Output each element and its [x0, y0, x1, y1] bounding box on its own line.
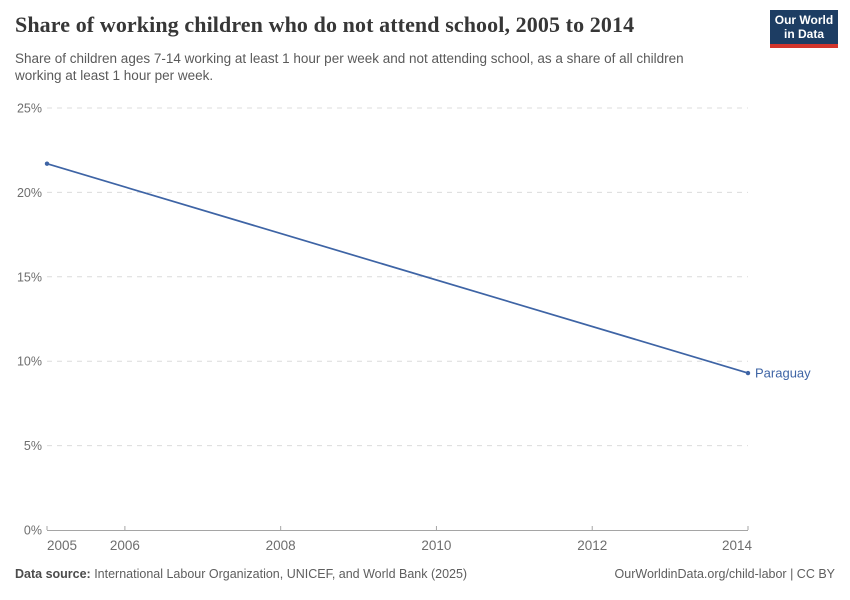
logo-text-line2: in Data	[783, 27, 824, 41]
data-point-marker[interactable]	[45, 162, 49, 166]
y-tick-label: 10%	[16, 354, 42, 369]
data-line-paraguay[interactable]	[47, 164, 748, 373]
chart-footer	[15, 567, 835, 581]
page-title: Share of working children who do not attend school, 2005 to 2014	[15, 12, 635, 37]
logo-text-line1: Our World	[774, 13, 834, 27]
entity-label-paraguay[interactable]: Paraguay	[755, 365, 811, 381]
x-tick-label: 2006	[109, 538, 140, 553]
x-tick-label: 2014	[721, 538, 752, 553]
x-tick-label: 2005	[47, 538, 78, 553]
y-tick-label: 0%	[23, 523, 42, 538]
y-tick-label: 25%	[16, 101, 42, 116]
credit-link[interactable]: OurWorldinData.org/child-labor | CC BY	[614, 567, 835, 581]
x-tick-label: 2012	[577, 538, 608, 553]
data-point-marker[interactable]	[746, 371, 750, 375]
y-tick-label: 5%	[23, 439, 42, 454]
y-tick-label: 15%	[16, 270, 42, 285]
data-source-label: Data source:	[15, 567, 91, 581]
chart-subtitle: Share of children ages 7-14 working at least 1 hour per week and not attending school, as a share of all children working at least 1 hour per week.	[15, 51, 684, 83]
data-source-text: International Labour Organization, UNICEF, and World Bank (2025)	[90, 567, 468, 581]
x-tick-label: 2010	[421, 538, 452, 553]
x-tick-label: 2008	[265, 538, 296, 553]
y-tick-label: 20%	[16, 185, 42, 200]
data-source	[15, 567, 467, 581]
